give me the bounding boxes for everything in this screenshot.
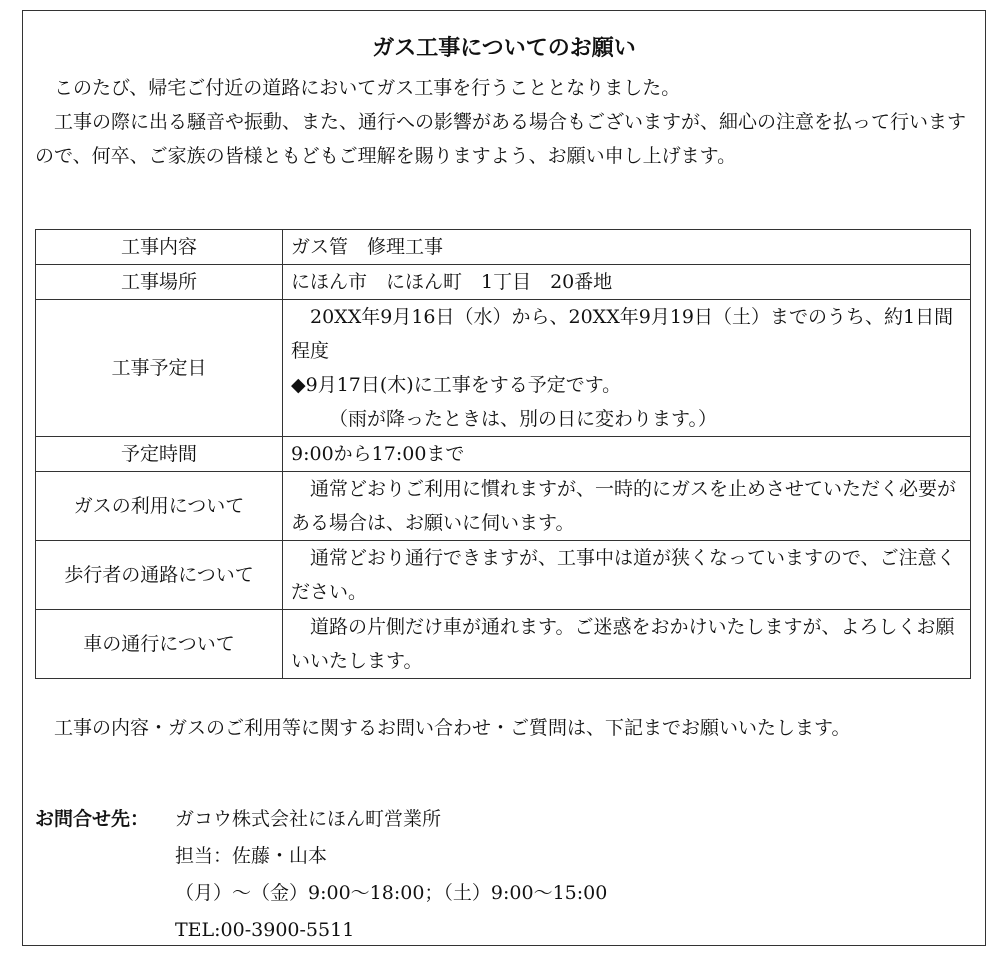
closing-paragraph: 工事の内容・ガスのご利用等に関するお問い合わせ・ご質問は、下記までお願いいたします。 xyxy=(54,717,851,739)
table-row xyxy=(36,610,971,679)
place-value: にほん市 にほん町 1丁目 20番地 xyxy=(283,265,971,300)
content-value: ガス管 修理工事 xyxy=(283,230,971,265)
car-label: 車の通行について xyxy=(36,610,283,679)
contact-label: お問合せ先： xyxy=(35,808,150,830)
table-row xyxy=(36,265,971,300)
pedestrian-value xyxy=(283,541,971,610)
table-row xyxy=(36,541,971,610)
place-label: 工事場所 xyxy=(36,265,283,300)
intro-paragraph-2: 工事の際に出る騒音や振動、また、通行への影響がある場合もございますが、細心の注意を払って行いますので、何卒、ご家族の皆様ともどもご理解を賜りますよう、お願い申し上げます。 xyxy=(35,111,967,167)
content-label: 工事内容 xyxy=(36,230,283,265)
car-value xyxy=(283,610,971,679)
date-cell xyxy=(283,300,971,437)
table-row xyxy=(36,300,971,437)
date-label: 工事予定日 xyxy=(36,300,283,437)
pedestrian-text: 通常どおり通行できますが、工事中は道が狭くなっていますので、ご注意ください。 xyxy=(291,547,956,603)
date-rain-note: （雨が降ったときは、別の日に変わります。） xyxy=(329,408,717,430)
car-text: 道路の片側だけ車が通れます。ご迷惑をおかけいたしますが、よろしくお願いいたします。 xyxy=(291,616,955,672)
pedestrian-label: 歩行者の通路について xyxy=(36,541,283,610)
time-label: 予定時間 xyxy=(36,437,283,472)
gas-text: 通常どおりご利用に慣れますが、一時的にガスを止めさせていただく必要がある場合は、お願いに伺います。 xyxy=(291,478,957,534)
time-value: 9:00から17:00まで xyxy=(283,437,971,472)
table-row xyxy=(36,437,971,472)
intro-paragraph-1: このたび、帰宅ご付近の道路においてガス工事を行うこととなりました。 xyxy=(54,77,681,99)
gas-value xyxy=(283,472,971,541)
contact-company: ガコウ株式会社にほん町営業所 xyxy=(175,808,442,830)
date-scheduled: ◆9月17日(木)に工事をする予定です。 xyxy=(291,374,622,396)
contact-company-row xyxy=(35,801,607,838)
notice-frame xyxy=(22,10,986,946)
contact-tel: TEL:00-3900-5511 xyxy=(175,919,355,941)
table-row xyxy=(36,472,971,541)
table-row xyxy=(36,230,971,265)
contact-hours: （月）～（金）9:00～18:00；（土）9:00～15:00 xyxy=(175,882,608,904)
gas-label: ガスの利用について xyxy=(36,472,283,541)
date-range: 20XX年9月16日（水）から、20XX年9月19日（土）までのうち、約1日間程度 xyxy=(291,306,954,362)
construction-info-table xyxy=(35,229,971,679)
contact-person: 担当：佐藤・山本 xyxy=(175,845,328,867)
notice-title: ガス工事についてのお願い xyxy=(372,36,636,61)
contact-block xyxy=(35,801,607,949)
